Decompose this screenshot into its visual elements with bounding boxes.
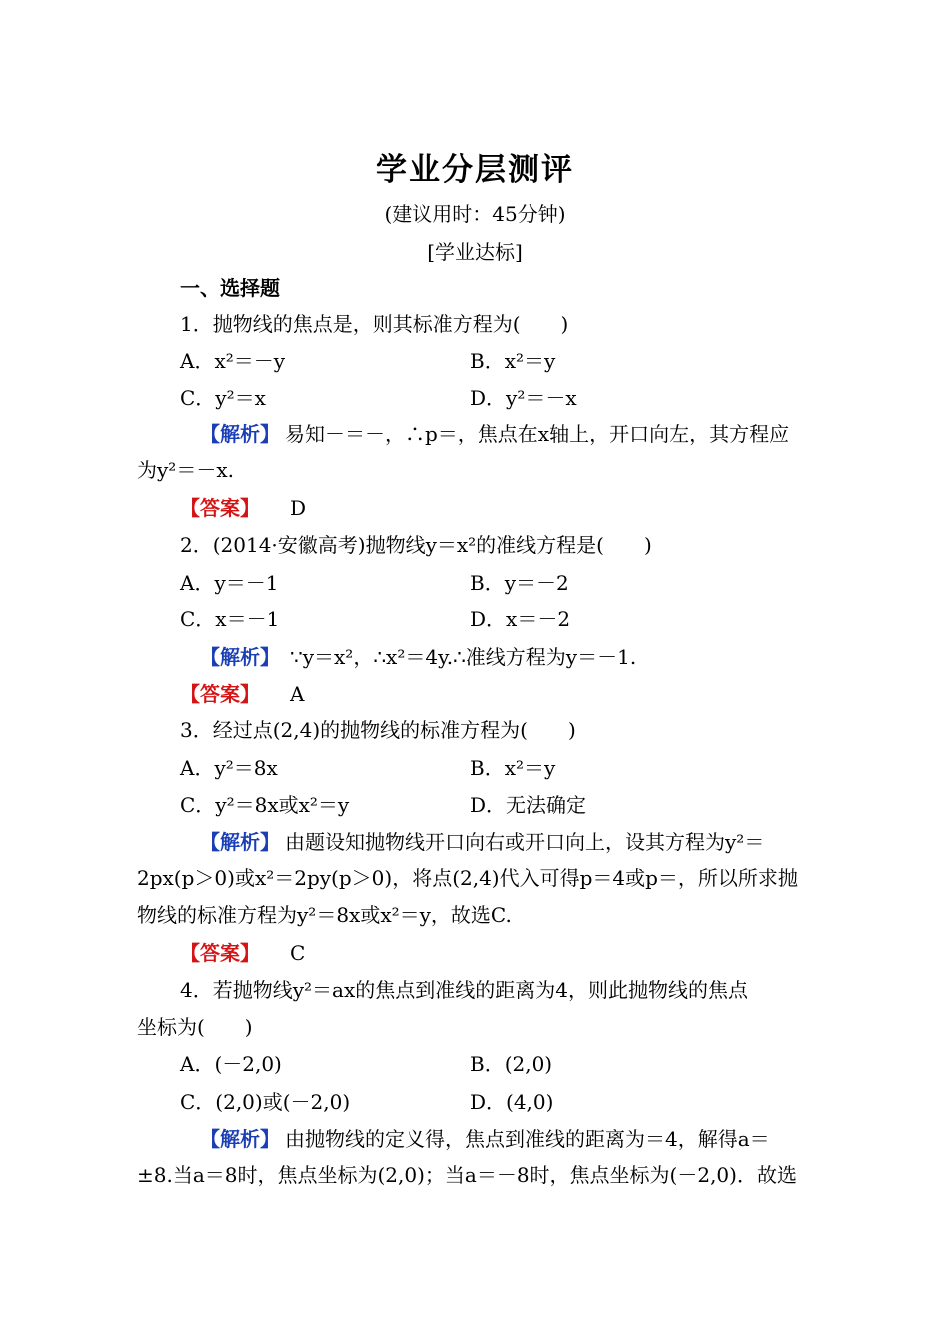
q3-answer: C	[290, 941, 306, 965]
q1-answer-tag: 【答案】	[180, 496, 260, 520]
q3-analysis-tag: 【解析】	[200, 830, 280, 854]
q1-analysis-tag: 【解析】	[200, 422, 280, 446]
section-heading: [学业达标]	[427, 240, 523, 264]
q4-option-a: A．(－2,0)	[180, 1052, 282, 1076]
q1-option-b: B．x²＝y	[470, 349, 556, 373]
page-title: 学业分层测评	[376, 152, 574, 188]
q1-analysis-line1: 易知－＝－，∴p＝，焦点在x轴上，开口向左，其方程应	[285, 422, 790, 446]
q2-option-b: B．y＝－2	[470, 571, 569, 595]
q4-stem-line2: 坐标为( )	[137, 1015, 253, 1039]
q3-analysis-line3: 物线的标准方程为y²＝8x或x²＝y，故选C.	[137, 903, 512, 927]
q3-answer-tag: 【答案】	[180, 941, 260, 965]
q4-analysis-line2: ±8.当a＝8时，焦点坐标为(2,0)；当a＝－8时，焦点坐标为(－2,0)．故选	[137, 1163, 797, 1187]
q3-option-d: D．无法确定	[470, 793, 587, 817]
q4-analysis-tag: 【解析】	[200, 1127, 280, 1151]
q4-stem-line1: 4．若抛物线y²＝ax的焦点到准线的距离为4，则此抛物线的焦点	[180, 978, 748, 1002]
q3-option-a: A．y²＝8x	[180, 756, 278, 780]
q2-option-d: D．x＝－2	[470, 607, 571, 631]
q2-answer: A	[290, 682, 305, 706]
q3-option-b: B．x²＝y	[470, 756, 556, 780]
q2-option-c: C．x＝－1	[180, 607, 280, 631]
q1-answer: D	[290, 496, 307, 520]
part-heading: 一、选择题	[180, 276, 280, 300]
q3-analysis-line2: 2px(p＞0)或x²＝2py(p＞0)，将点(2,4)代入可得p＝4或p＝，所以所求抛	[137, 866, 798, 890]
q1-option-d: D．y²＝－x	[470, 386, 577, 410]
q2-answer-tag: 【答案】	[180, 682, 260, 706]
q4-option-d: D．(4,0)	[470, 1090, 554, 1114]
q1-option-c: C．y²＝x	[180, 386, 266, 410]
q2-stem: 2．(2014·安徽高考)抛物线y＝x²的准线方程是( )	[180, 533, 652, 557]
q4-analysis-line1: 由抛物线的定义得，焦点到准线的距离为＝4，解得a＝	[285, 1127, 770, 1151]
q1-stem: 1．抛物线的焦点是，则其标准方程为( )	[180, 312, 569, 336]
q2-analysis: ∵y＝x²，∴x²＝4y.∴准线方程为y＝－1.	[290, 645, 637, 669]
q1-option-a: A．x²＝－y	[180, 349, 286, 373]
q3-analysis-line1: 由题设知抛物线开口向右或开口向上，设其方程为y²＝	[285, 830, 765, 854]
q3-stem: 3．经过点(2,4)的抛物线的标准方程为( )	[180, 718, 576, 742]
q2-analysis-tag: 【解析】	[200, 645, 280, 669]
q1-analysis-line2: 为y²＝－x.	[137, 458, 234, 482]
q4-option-b: B．(2,0)	[470, 1052, 553, 1076]
q3-option-c: C．y²＝8x或x²＝y	[180, 793, 350, 817]
time-note: (建议用时：45分钟)	[384, 202, 566, 226]
q2-option-a: A．y＝－1	[180, 571, 279, 595]
q4-option-c: C．(2,0)或(－2,0)	[180, 1090, 351, 1114]
